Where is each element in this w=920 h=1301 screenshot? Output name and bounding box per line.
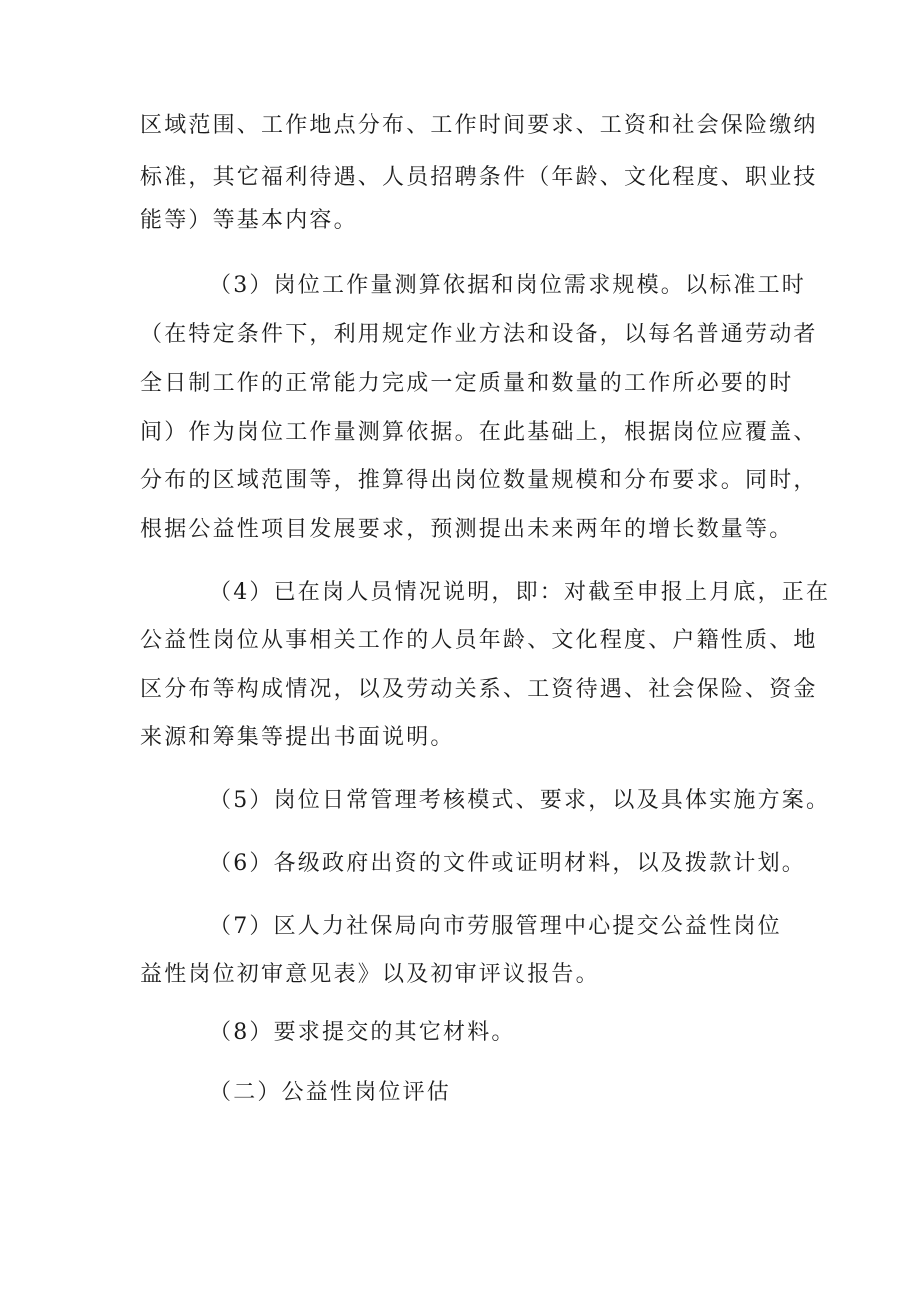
paragraph-8: （8）要求提交的其它材料。: [209, 1020, 516, 1045]
paragraph-3-line-3: 全日制工作的正常能力完成一定质量和数量的工作所必要的时: [140, 371, 794, 396]
paragraph-3-line-6: 根据公益性项目发展要求，预测提出未来两年的增长数量等。: [140, 517, 794, 542]
text-line-3: 能等）等基本内容。: [140, 208, 358, 233]
text-line-1: 区域范围、工作地点分布、工作时间要求、工资和社会保险缴纳: [140, 113, 818, 138]
paragraph-4-line-1: （4）已在岗人员情况说明，即：对截至申报上月底，正在: [209, 580, 831, 605]
text-line-2: 标准，其它福利待遇、人员招聘条件（年龄、文化程度、职业技: [140, 165, 818, 190]
paragraph-7-line-2: 益性岗位初审意见表》以及初审评议报告。: [140, 962, 600, 987]
paragraph-3-line-5: 分布的区域范围等，推算得出岗位数量规模和分布要求。同时，: [140, 468, 818, 493]
paragraph-3-line-4: 间）作为岗位工作量测算依据。在此基础上，根据岗位应覆盖、: [140, 420, 818, 445]
section-heading: （二）公益性岗位评估: [209, 1080, 452, 1105]
paragraph-4-line-2: 公益性岗位从事相关工作的人员年龄、文化程度、户籍性质、地: [140, 628, 818, 653]
paragraph-3-line-1: （3）岗位工作量测算依据和岗位需求规模。以标准工时: [209, 273, 806, 298]
paragraph-4-line-4: 来源和筹集等提出书面说明。: [140, 725, 455, 750]
paragraph-4-line-3: 区分布等构成情况，以及劳动关系、工资待遇、社会保险、资金: [140, 677, 818, 702]
paragraph-5: （5）岗位日常管理考核模式、要求，以及具体实施方案。: [209, 788, 831, 813]
paragraph-6: （6）各级政府出资的文件或证明材料，以及拨款计划。: [209, 851, 806, 876]
paragraph-3-line-2: （在特定条件下，利用规定作业方法和设备，以每名普通劳动者: [140, 322, 818, 347]
paragraph-7-line-1: （7）区人力社保局向市劳服管理中心提交公益性岗位: [209, 914, 782, 939]
